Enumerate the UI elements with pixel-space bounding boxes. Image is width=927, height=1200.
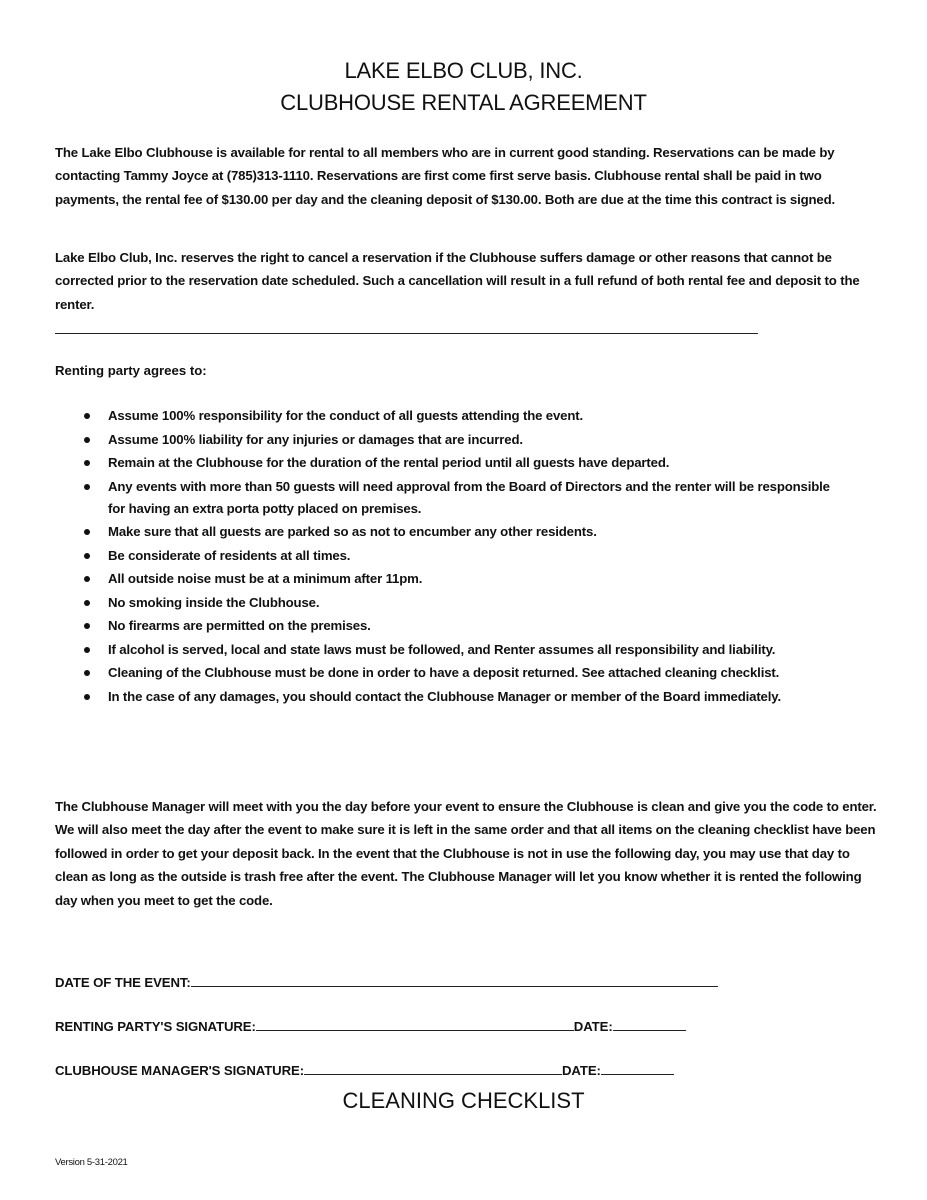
agreement-item — [0, 592, 838, 614]
agreement-item-text: All outside noise must be at a minimum after 11pm. — [108, 571, 423, 586]
event-date-field[interactable] — [191, 972, 718, 987]
agreement-item — [0, 405, 838, 427]
agreement-item-text: Be considerate of residents at all times. — [108, 547, 351, 563]
section-divider — [55, 333, 758, 334]
renter-signature-row — [55, 1016, 686, 1034]
manager-signature-label: CLUBHOUSE MANAGER'S SIGNATURE: — [55, 1063, 304, 1078]
agreement-item — [0, 429, 838, 451]
agreement-item-text: If alcohol is served, local and state laws must be followed, and Renter assumes all responsibility and liability. — [108, 641, 776, 657]
intro-paragraph: The Lake Elbo Clubhouse is available for rental to all members who are in current good standing. Reservations can be made by contacting Tammy Joyce at (785)313-1110. Reservations are first come first serve basis. Clubhouse rental shall be paid in two payments, the rental fee of $130.00 per day and the cleaning deposit of $130.00. Both are due at the time this contract is signed. — [55, 145, 836, 207]
agreement-item — [0, 521, 838, 543]
agreement-item — [0, 615, 838, 637]
agreement-item-text: Assume 100% responsibility for the conduct of all guests attending the event. — [108, 408, 584, 423]
bullet-icon — [84, 623, 90, 629]
agreement-item — [0, 662, 838, 684]
manager-signature-field[interactable] — [304, 1060, 562, 1075]
bullet-icon — [84, 670, 90, 676]
agreement-item — [0, 568, 838, 590]
agreement-item-text: In the case of any damages, you should contact the Clubhouse Manager or member of the Board immediately. — [108, 688, 781, 704]
agreement-title: CLUBHOUSE RENTAL AGREEMENT — [280, 90, 647, 115]
club-name-title: LAKE ELBO CLUB, INC. — [344, 58, 583, 83]
bullet-icon — [84, 553, 90, 559]
agreement-item-text: Assume 100% liability for any injuries or damages that are incurred. — [108, 431, 523, 447]
manager-date-label: DATE: — [562, 1063, 601, 1078]
cancellation-paragraph: Lake Elbo Club, Inc. reserves the right to cancel a reservation if the Clubhouse suffers damage or other reasons that cannot be corrected prior to the reservation date scheduled. Such a cancellation will result in a full refund of both rental fee and deposit to the renter. — [55, 250, 860, 312]
event-date-row — [55, 972, 718, 990]
agreement-item — [0, 639, 838, 661]
version-label: Version 5-31-2021 — [55, 1157, 128, 1168]
renter-signature-label: RENTING PARTY'S SIGNATURE: — [55, 1019, 256, 1034]
bullet-icon — [84, 437, 90, 443]
bullet-icon — [84, 484, 90, 490]
event-date-label: DATE OF THE EVENT: — [55, 975, 191, 990]
bullet-icon — [84, 576, 90, 582]
manager-paragraph: The Clubhouse Manager will meet with you the day before your event to ensure the Clubhouse is clean and give you the code to enter. We will also meet the day after the event to make sure it is left in the same order and that all items on the cleaning checklist have been followed in order to get your deposit back. In the event that the Clubhouse is not in use the following day, you may use that day to clean as long as the outside is trash free after the event. The Clubhouse Manager will let you know whether it is rented the following day when you meet to get the code. — [55, 799, 877, 908]
renter-signature-field[interactable] — [256, 1016, 574, 1031]
manager-date-field[interactable] — [601, 1060, 674, 1075]
agreement-item-text: Any events with more than 50 guests will need approval from the Board of Directors and the renter will be responsible for having an extra porta potty placed on premises. — [108, 478, 830, 516]
agreement-list — [0, 405, 927, 709]
agreement-item-text: Make sure that all guests are parked so as not to encumber any other residents. — [108, 524, 597, 539]
agreement-item — [0, 476, 838, 520]
agreement-heading: Renting party agrees to: — [55, 363, 207, 378]
bullet-icon — [84, 413, 90, 419]
bullet-icon — [84, 460, 90, 466]
agreement-item-text: No smoking inside the Clubhouse. — [108, 594, 320, 610]
agreement-item — [0, 686, 838, 708]
bullet-icon — [84, 694, 90, 700]
bullet-icon — [84, 600, 90, 606]
agreement-item-text: No firearms are permitted on the premises. — [108, 618, 371, 633]
renter-date-field[interactable] — [613, 1016, 686, 1031]
manager-signature-row — [55, 1060, 674, 1078]
agreement-item — [0, 452, 838, 474]
cleaning-checklist-heading: CLEANING CHECKLIST — [342, 1088, 585, 1113]
agreement-item — [0, 545, 838, 567]
agreement-item-text: Cleaning of the Clubhouse must be done in order to have a deposit returned. See attached cleaning checklist. — [108, 665, 780, 680]
bullet-icon — [84, 529, 90, 535]
renter-date-label: DATE: — [573, 1019, 613, 1034]
agreement-item-text: Remain at the Clubhouse for the duration of the rental period until all guests have departed. — [108, 455, 670, 470]
bullet-icon — [84, 647, 90, 653]
